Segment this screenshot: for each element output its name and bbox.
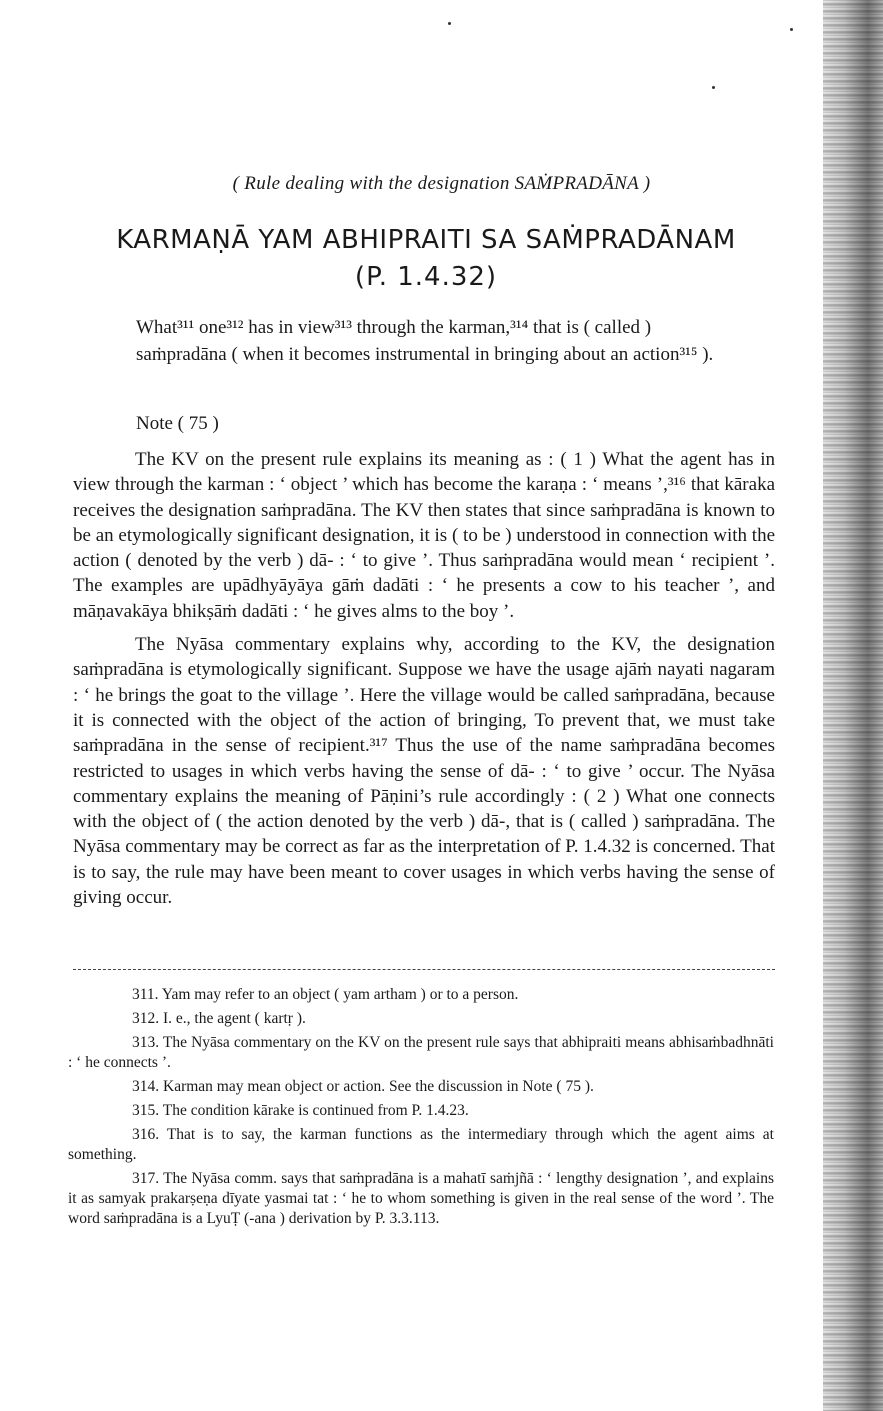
note-paragraph: The KV on the present rule explains its meaning as : ( 1 ) What the agent has in view through the karman : ‘ object ’ which has become the karaṇa : ‘ means ’,³¹⁶ that kāraka receives the designation saṁpradāna. The KV then states that since saṁpradāna is known to be an etymologically significant designation, it is ( to be ) understood in connection with the action ( denoted by the verb ) dā- : ‘ to give ’. Thus saṁpradāna would mean ‘ recipient ’. The examples are upādhyāyāya gāṁ dadāti : ‘ he presents a cow to his teacher ’, and māṇavakāya bhikṣāṁ dadāti : ‘ he gives alms to the boy ’. (73, 449, 775, 622)
note-body (73, 447, 775, 918)
note-paragraph: The Nyāsa commentary explains why, according to the KV, the designation saṁpradāna is etymologically significant. Suppose we have the usage ajāṁ nayati nagaram : ‘ he brings the goat to the village ’. Here the village would be called saṁpradāna, because it is connected with the object of the action of bringing, To prevent that, we must take saṁpradāna in the sense of recipient.³¹⁷ Thus the use of the name saṁpradāna becomes restricted to usages in which verbs having the sense of dā- : ‘ to give ’ occur. The Nyāsa commentary explains the meaning of Pāṇini’s rule accordingly : ( 2 ) What one connects with the object of ( the action denoted by the verb ) dā-, that is ( called ) saṁpradāna. The Nyāsa commentary may be correct as far as the interpretation of P. 1.4.32 is concerned. That is to say, the rule may have been meant to cover usages in which verbs having the sense of giving occur. (73, 634, 775, 909)
footnote: 315. The condition kārake is continued from P. 1.4.23. (132, 1102, 469, 1119)
rule-translation: What³¹¹ one³¹² has in view³¹³ through the karman,³¹⁴ that is ( called ) saṁpradāna ( when it becomes instrumental in bringing about an action³¹⁵ ). (136, 317, 714, 365)
footnote-divider (73, 969, 775, 970)
rule-title: KARMAṆĀ YAM ABHIPRAITI SA SAṀPRADĀNAM (116, 225, 736, 255)
section-caption: ( Rule dealing with the designation SAṀPRADĀNA ) (232, 173, 651, 194)
footnote: 313. The Nyāsa commentary on the KV on the present rule says that abhipraiti means abhisaṁbadhnāti : ‘ he connects ’. (68, 1034, 774, 1071)
footnote: 312. I. e., the agent ( kartṛ ). (132, 1010, 306, 1027)
footnote: 311. Yam may refer to an object ( yam artham ) or to a person. (132, 986, 519, 1003)
footnote: 316. That is to say, the karman functions as the intermediary through which the agent aims at something. (68, 1126, 774, 1163)
scan-speck (712, 86, 715, 89)
footnote: 317. The Nyāsa comm. says that saṁpradāna is a mahatī saṁjñā : ‘ lengthy designation ’, and explains it as samyak prakarṣeṇa dīyate yasmai tat : ‘ he to whom something is given in the real sense of the word ’. The word saṁpradāna is a LyuṬ (-ana ) derivation by P. 3.3.113. (68, 1170, 774, 1227)
footnote: 314. Karman may mean object or action. See the discussion in Note ( 75 ). (132, 1078, 594, 1095)
rule-reference: (P. 1.4.32) (354, 262, 498, 292)
scan-speck (448, 22, 451, 25)
footnotes (68, 985, 774, 1233)
note-heading: Note ( 75 ) (136, 413, 219, 434)
page-edge-shadow (823, 0, 883, 1411)
scan-speck (790, 28, 793, 31)
